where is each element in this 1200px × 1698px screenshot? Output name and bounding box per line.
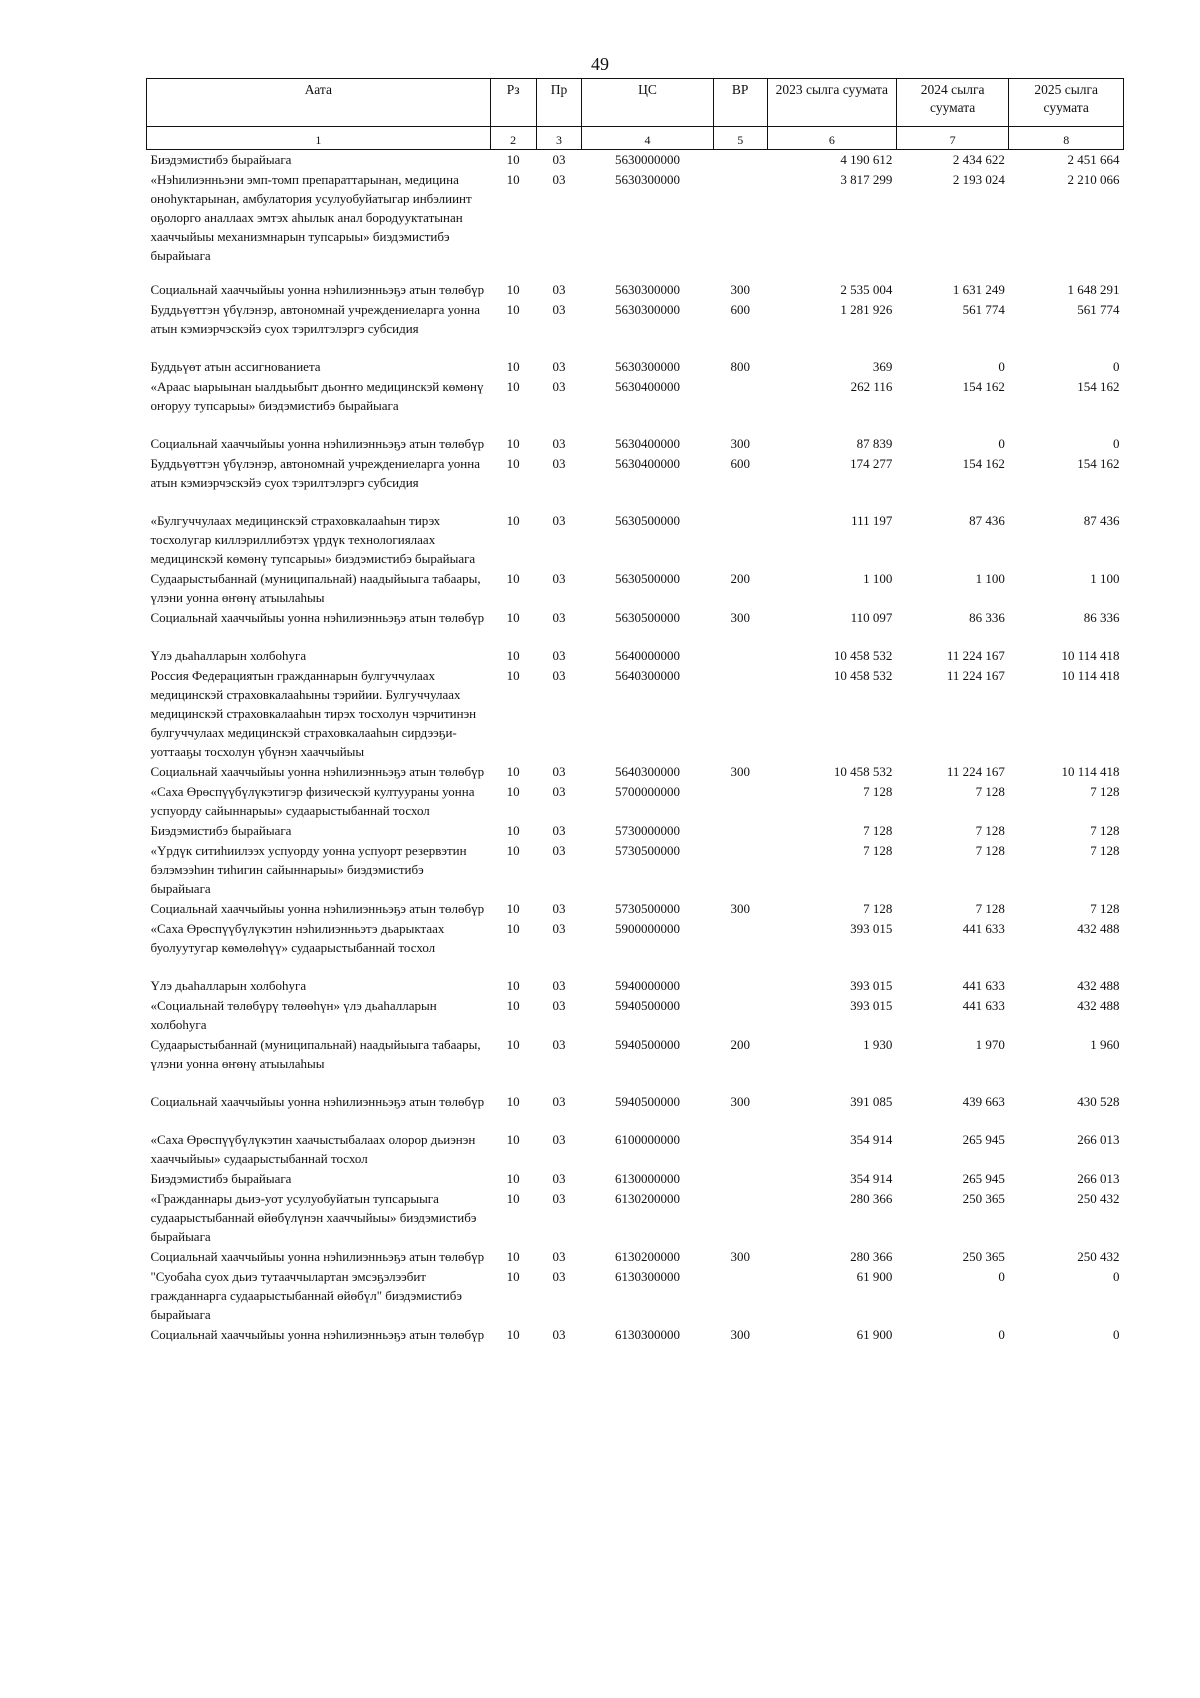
table-row [147,1189,1124,1247]
cell-cs: 5630000000 [614,152,680,167]
cell-rz: 10 [506,513,520,528]
cell-name: Буддьүөттэн үбүлэнэр, автономнай учреждениеларга уонна атын кэмиэрчэскэйэ суох тэрилтэлэргэ субсидия [150,456,480,490]
cell-2023: 61 900 [856,1327,893,1342]
cell-2024: 7 128 [975,901,1005,916]
cell-name: Социальнай хааччыйыы уонна нэһилиэнньэҕэ атын төлөбүр [150,901,485,916]
cell-pr: 03 [552,172,566,187]
table-row [147,646,1124,666]
cell-2023: 7 128 [863,901,893,916]
cell-rz: 10 [506,282,520,297]
cell-vr [713,1130,767,1169]
cell-vr: 300 [730,282,750,297]
cell-cs: 5630400000 [614,436,680,451]
cell-2023: 10 458 532 [833,764,893,779]
cell-vr [713,782,767,821]
cell-2025: 10 114 418 [1061,764,1120,779]
table-row [147,511,1124,569]
cell-vr: 300 [730,610,750,625]
table-header-row [147,79,1124,127]
cell-name: «Араас ыарыынан ыалдьыбыт дьоҥҥо медицинскэй көмөнү оҥоруу тупсарыы» биэдэмистибэ бырайыага [150,379,484,413]
budget-table [146,78,1124,1345]
cell-cs: 6100000000 [614,1132,680,1147]
cell-2025: 86 336 [1083,610,1120,625]
cell-cs: 6130300000 [614,1327,680,1342]
cell-cs: 5730500000 [614,843,680,858]
col-number: 4 [582,127,713,150]
table-row [147,1130,1124,1169]
row-spacer [147,628,1124,646]
cell-cs: 5640300000 [614,764,680,779]
table-row [147,608,1124,628]
cell-cs: 5900000000 [614,921,680,936]
cell-name: «Саха Өрөспүүбүлүкэтин хаачыстыбалаах олорор дьиэнэн хааччыйыы» судаарыстыбаннай тосхол [150,1132,476,1166]
cell-rz: 10 [506,1037,520,1052]
table-row [147,782,1124,821]
cell-vr: 600 [730,456,750,471]
table-row [147,1092,1124,1112]
cell-name: «Гражданнары дьиэ-уот усулуобуйатын тупсарыыга судаарыстыбаннай өйөбүлүнэн хааччыйыы» биэдэмистибэ бырайыага [150,1191,477,1244]
cell-2024: 154 162 [962,379,1005,394]
table-row [147,1247,1124,1267]
cell-vr [713,666,767,762]
cell-name: Үлэ дьаһалларын холбоһуга [150,978,307,993]
cell-2023: 280 366 [850,1249,893,1264]
cell-vr: 600 [730,302,750,317]
cell-cs: 5630300000 [614,172,680,187]
cell-2023: 7 128 [863,843,893,858]
cell-cs: 5630300000 [614,302,680,317]
table-row [147,454,1124,493]
cell-vr: 300 [730,1249,750,1264]
cell-cs: 6130000000 [614,1171,680,1186]
cell-rz: 10 [506,1094,520,1109]
cell-pr: 03 [552,1037,566,1052]
cell-vr [713,150,767,171]
cell-cs: 5730000000 [614,823,680,838]
cell-cs: 5940500000 [614,1037,680,1052]
cell-cs: 5730500000 [614,901,680,916]
cell-rz: 10 [506,1132,520,1147]
cell-2024: 265 945 [962,1132,1005,1147]
cell-2025: 2 210 066 [1067,172,1120,187]
cell-vr [713,170,767,266]
cell-2025: 561 774 [1077,302,1120,317]
col-header-vr: ВР [713,79,767,127]
cell-pr: 03 [552,436,566,451]
cell-2025: 266 013 [1077,1171,1120,1186]
cell-rz: 10 [506,1249,520,1264]
cell-pr: 03 [552,571,566,586]
cell-2024: 0 [998,436,1005,451]
cell-cs: 5940500000 [614,1094,680,1109]
table-row [147,841,1124,899]
table-body [147,150,1124,1346]
cell-2025: 10 114 418 [1061,648,1120,663]
row-spacer [147,1074,1124,1092]
cell-2025: 7 128 [1090,901,1120,916]
cell-2024: 439 663 [962,1094,1005,1109]
cell-vr [713,1169,767,1189]
cell-2025: 7 128 [1090,823,1120,838]
cell-pr: 03 [552,359,566,374]
cell-2024: 0 [998,1269,1005,1284]
cell-rz: 10 [506,302,520,317]
cell-pr: 03 [552,379,566,394]
cell-2025: 250 432 [1077,1249,1120,1264]
col-header-pr: Пр [536,79,582,127]
cell-name: Россия Федерациятын гражданнарын булгуччулаах медицинскэй страховкалааһыны тэрийии. Булгуччулаах медицинскэй страховкалааһын тирэх тосхолун чэрчитинэн булгуччулаах медицинскэй страховкалааһын сирдээҕи-уоттааҕы тосхолун үбүнэн хааччыйыы [150,668,477,759]
cell-2024: 11 224 167 [946,648,1005,663]
col-number: 3 [536,127,582,150]
cell-cs: 5640300000 [614,668,680,683]
cell-pr: 03 [552,513,566,528]
cell-vr [713,841,767,899]
cell-2023: 1 281 926 [840,302,893,317]
cell-2023: 4 190 612 [840,152,893,167]
cell-vr [713,821,767,841]
cell-vr: 200 [730,571,750,586]
col-header-2025: 2025 сылга суумата [1009,79,1124,127]
cell-pr: 03 [552,648,566,663]
cell-vr [713,996,767,1035]
cell-pr: 03 [552,784,566,799]
cell-vr: 300 [730,1094,750,1109]
cell-2023: 1 930 [863,1037,893,1052]
cell-2025: 7 128 [1090,784,1120,799]
cell-rz: 10 [506,1269,520,1284]
cell-name: Социальнай хааччыйыы уонна нэһилиэнньэҕэ атын төлөбүр [150,764,485,779]
cell-cs: 5630500000 [614,571,680,586]
cell-pr: 03 [552,978,566,993]
cell-2025: 1 960 [1090,1037,1120,1052]
cell-2025: 1 648 291 [1067,282,1120,297]
table-row [147,377,1124,416]
cell-2024: 87 436 [969,513,1005,528]
cell-rz: 10 [506,843,520,858]
row-spacer [147,958,1124,976]
cell-cs: 5940500000 [614,998,680,1013]
cell-2023: 369 [872,359,893,374]
cell-rz: 10 [506,764,520,779]
table-row [147,762,1124,782]
table-row [147,1169,1124,1189]
table-row [147,300,1124,339]
cell-vr [713,511,767,569]
cell-name: Судаарыстыбаннай (муниципальнай) наадыйыыга табаары, үлэни уонна өҥөнү атыылаһыы [150,1037,481,1071]
cell-name: «Саха Өрөспүүбүлүкэтин нэһилиэнньэтэ дьарыктаах буолуутугар көмөлөһүү» судаарыстыбаннай тосхол [150,921,445,955]
cell-rz: 10 [506,1171,520,1186]
cell-cs: 5630500000 [614,513,680,528]
row-spacer [147,416,1124,434]
cell-2024: 7 128 [975,784,1005,799]
page-number: 49 [591,54,609,74]
table-row [147,280,1124,300]
cell-2024: 2 193 024 [952,172,1005,187]
cell-2024: 250 365 [962,1249,1005,1264]
cell-name: Социальнай хааччыйыы уонна нэһилиэнньэҕэ атын төлөбүр [150,1094,485,1109]
cell-cs: 5630400000 [614,456,680,471]
cell-rz: 10 [506,784,520,799]
cell-vr: 300 [730,901,750,916]
cell-rz: 10 [506,648,520,663]
cell-2024: 1 100 [975,571,1005,586]
cell-name: Социальнай хааччыйыы уонна нэһилиэнньэҕэ атын төлөбүр [150,436,485,451]
table-row [147,569,1124,608]
table-row [147,666,1124,762]
cell-2024: 265 945 [962,1171,1005,1186]
cell-2023: 262 116 [850,379,893,394]
cell-vr [713,377,767,416]
cell-2025: 154 162 [1077,456,1120,471]
col-number: 6 [767,127,896,150]
cell-2025: 430 528 [1077,1094,1120,1109]
cell-2023: 10 458 532 [833,668,893,683]
cell-name: «Булгуччулаах медицинскэй страховкалааһын тирэх тосхолугар киллэриллибэтэх үрдүк технологиялаах медицинскэй көмөнү тупсарыы» биэдэмистибэ бырайыага [150,513,476,566]
cell-pr: 03 [552,1269,566,1284]
cell-cs: 6130200000 [614,1191,680,1206]
cell-2024: 11 224 167 [946,764,1005,779]
cell-2023: 7 128 [863,784,893,799]
cell-pr: 03 [552,1249,566,1264]
table-row [147,357,1124,377]
cell-2023: 393 015 [850,921,893,936]
cell-2025: 432 488 [1077,998,1120,1013]
cell-pr: 03 [552,1132,566,1147]
cell-2025: 250 432 [1077,1191,1120,1206]
cell-2023: 354 914 [850,1132,893,1147]
cell-2025: 266 013 [1077,1132,1120,1147]
table-row [147,150,1124,171]
cell-cs: 5630300000 [614,282,680,297]
budget-document [146,78,1124,1345]
cell-rz: 10 [506,172,520,187]
cell-2025: 432 488 [1077,921,1120,936]
cell-rz: 10 [506,610,520,625]
cell-name: Социальнай хааччыйыы уонна нэһилиэнньэҕэ атын төлөбүр [150,1327,485,1342]
cell-vr [713,1267,767,1325]
col-number: 7 [896,127,1008,150]
cell-2023: 393 015 [850,978,893,993]
cell-name: Социальнай хааччыйыы уонна нэһилиэнньэҕэ атын төлөбүр [150,1249,485,1264]
cell-rz: 10 [506,823,520,838]
cell-pr: 03 [552,1191,566,1206]
cell-name: Биэдэмистибэ бырайыага [150,152,292,167]
cell-pr: 03 [552,764,566,779]
cell-2023: 7 128 [863,823,893,838]
cell-vr: 300 [730,436,750,451]
cell-2025: 1 100 [1090,571,1120,586]
cell-cs: 6130300000 [614,1269,680,1284]
cell-2023: 391 085 [850,1094,893,1109]
cell-rz: 10 [506,1327,520,1342]
cell-pr: 03 [552,1327,566,1342]
cell-2024: 7 128 [975,823,1005,838]
cell-cs: 6130200000 [614,1249,680,1264]
cell-rz: 10 [506,436,520,451]
col-header-name: Аата [147,79,491,127]
col-header-rz: Рз [490,79,536,127]
cell-2025: 432 488 [1077,978,1120,993]
cell-2025: 2 451 664 [1067,152,1120,167]
cell-name: Буддьүөттэн үбүлэнэр, автономнай учреждениеларга уонна атын кэмиэрчэскэйэ суох тэрилтэлэргэ субсидия [150,302,480,336]
cell-pr: 03 [552,1171,566,1186]
cell-2024: 561 774 [962,302,1005,317]
cell-name: Үлэ дьаһалларын холбоһуга [150,648,307,663]
cell-pr: 03 [552,1094,566,1109]
cell-2025: 0 [1113,436,1120,451]
cell-pr: 03 [552,456,566,471]
col-number: 1 [147,127,491,150]
cell-cs: 5630400000 [614,379,680,394]
cell-2025: 0 [1113,1327,1120,1342]
table-row [147,1267,1124,1325]
cell-name: Биэдэмистибэ бырайыага [150,823,292,838]
cell-pr: 03 [552,282,566,297]
cell-2023: 111 197 [851,513,893,528]
col-number: 5 [713,127,767,150]
cell-2023: 280 366 [850,1191,893,1206]
cell-name: Социальнай хааччыйыы уонна нэһилиэнньэҕэ атын төлөбүр [150,282,485,297]
cell-name: "Суобаһа суох дьиэ тутааччылартан эмсэҕэлээбит гражданнарга судаарыстыбаннай өйөбүл" биэдэмистибэ бырайыага [150,1269,462,1322]
cell-2023: 87 839 [856,436,893,451]
row-spacer [147,1112,1124,1130]
cell-cs: 5940000000 [614,978,680,993]
cell-2023: 3 817 299 [840,172,893,187]
cell-pr: 03 [552,901,566,916]
table-row [147,1035,1124,1074]
cell-vr: 200 [730,1037,750,1052]
cell-name: Биэдэмистибэ бырайыага [150,1171,292,1186]
cell-2024: 441 633 [962,978,1005,993]
cell-rz: 10 [506,571,520,586]
cell-name: «Үрдүк ситиһиилээх успуорду уонна успуорт резервэтин бэлэмээһин тиһигин сайыннарыы» биэдэмистибэ бырайыага [150,843,467,896]
cell-pr: 03 [552,998,566,1013]
row-spacer [147,266,1124,280]
table-row [147,821,1124,841]
table-row [147,1325,1124,1345]
cell-vr: 300 [730,1327,750,1342]
cell-2025: 7 128 [1090,843,1120,858]
cell-2023: 174 277 [850,456,893,471]
cell-rz: 10 [506,1191,520,1206]
col-header-2023: 2023 сылга суумата [767,79,896,127]
column-number-row [147,127,1124,150]
cell-vr [713,976,767,996]
table-row [147,996,1124,1035]
cell-2023: 354 914 [850,1171,893,1186]
cell-pr: 03 [552,843,566,858]
cell-rz: 10 [506,359,520,374]
cell-2024: 11 224 167 [946,668,1005,683]
col-number: 2 [490,127,536,150]
cell-2025: 87 436 [1083,513,1120,528]
cell-cs: 5640000000 [614,648,680,663]
cell-vr [713,919,767,958]
cell-2025: 154 162 [1077,379,1120,394]
cell-2024: 1 631 249 [952,282,1005,297]
cell-pr: 03 [552,610,566,625]
cell-name: «Нэһилиэнньэни эмп-томп препараттарынан, медицина оноһуктарынан, амбулатория усулуобуйатыгар инбэлиинт оҕолорго аналлаах эмтэх аһылык анал бородууктатынан хааччыйыы механизмнарын тупсарыы» биэдэмистибэ бырайыага [150,172,472,263]
cell-name: «Саха Өрөспүүбүлүкэтигэр физическэй култуураны уонна успуорду сайыннарыы» судаарыстыбаннай тосхол [150,784,475,818]
cell-name: Социальнай хааччыйыы уонна нэһилиэнньэҕэ атын төлөбүр [150,610,485,625]
cell-2024: 1 970 [975,1037,1005,1052]
cell-vr: 300 [730,764,750,779]
cell-2024: 2 434 622 [952,152,1005,167]
cell-rz: 10 [506,978,520,993]
cell-2024: 7 128 [975,843,1005,858]
cell-name: «Социальнай төлөбүрү төлөөһүн» үлэ дьаһалларын холбоһуга [150,998,437,1032]
cell-2024: 0 [998,359,1005,374]
cell-2023: 393 015 [850,998,893,1013]
cell-cs: 5700000000 [614,784,680,799]
cell-rz: 10 [506,379,520,394]
col-header-2024: 2024 сылга суумата [896,79,1008,127]
cell-2024: 441 633 [962,998,1005,1013]
table-row [147,899,1124,919]
cell-2023: 10 458 532 [833,648,893,663]
cell-pr: 03 [552,302,566,317]
cell-2025: 0 [1113,1269,1120,1284]
col-number: 8 [1009,127,1124,150]
cell-2023: 2 535 004 [840,282,893,297]
table-row [147,434,1124,454]
cell-name: Судаарыстыбаннай (муниципальнай) наадыйыыга табаары, үлэни уонна өҥөнү атыылаһыы [150,571,481,605]
cell-vr: 800 [730,359,750,374]
cell-2023: 1 100 [863,571,893,586]
table-row [147,170,1124,266]
cell-rz: 10 [506,998,520,1013]
cell-vr [713,646,767,666]
cell-2024: 250 365 [962,1191,1005,1206]
cell-2024: 154 162 [962,456,1005,471]
cell-rz: 10 [506,668,520,683]
cell-cs: 5630500000 [614,610,680,625]
col-header-cs: ЦС [582,79,713,127]
cell-2023: 110 097 [850,610,893,625]
cell-rz: 10 [506,901,520,916]
cell-2024: 86 336 [969,610,1005,625]
cell-2024: 0 [998,1327,1005,1342]
cell-pr: 03 [552,921,566,936]
cell-cs: 5630300000 [614,359,680,374]
cell-pr: 03 [552,152,566,167]
cell-2023: 61 900 [856,1269,893,1284]
cell-name: Буддьүөт атын ассигнованиета [150,359,321,374]
cell-pr: 03 [552,668,566,683]
cell-rz: 10 [506,456,520,471]
table-row [147,919,1124,958]
cell-rz: 10 [506,921,520,936]
row-spacer [147,493,1124,511]
cell-vr [713,1189,767,1247]
cell-2024: 441 633 [962,921,1005,936]
row-spacer [147,339,1124,357]
cell-2025: 10 114 418 [1061,668,1120,683]
cell-pr: 03 [552,823,566,838]
cell-rz: 10 [506,152,520,167]
cell-2025: 0 [1113,359,1120,374]
table-row [147,976,1124,996]
